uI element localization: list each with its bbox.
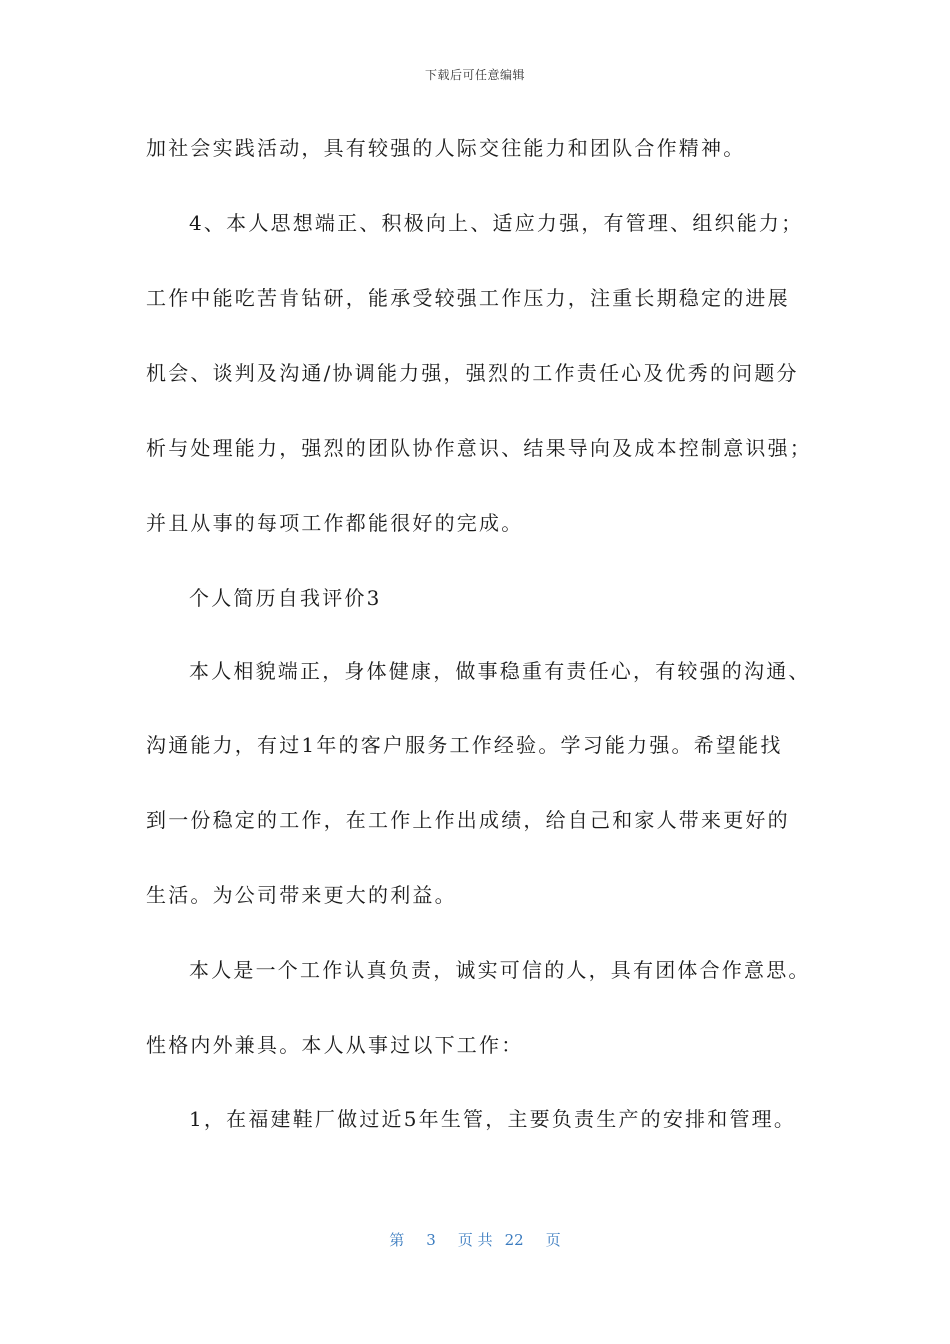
page-number-footer xyxy=(0,1229,950,1250)
text-line: 4、本人思想端正、积极向上、适应力强，有管理、组织能力； xyxy=(189,211,804,235)
section-heading: 个人简历自我评价3 xyxy=(189,586,382,610)
text-line: 析与处理能力，强烈的团队协作意识、结果导向及成本控制意识强； xyxy=(146,436,812,460)
text-line: 工作中能吃苦肯钻研，能承受较强工作压力，注重长期稳定的进展 xyxy=(146,286,790,310)
text-line: 加社会实践活动，具有较强的人际交往能力和团队合作精神。 xyxy=(146,136,746,160)
text-line: 1，在福建鞋厂做过近5年生管，主要负责生产的安排和管理。 xyxy=(189,1107,797,1131)
text-line: 性格内外兼具。本人从事过以下工作： xyxy=(146,1033,524,1057)
text-line: 到一份稳定的工作，在工作上作出成绩，给自己和家人带来更好的 xyxy=(146,808,790,832)
text-line: 本人相貌端正，身体健康，做事稳重有责任心，有较强的沟通、 xyxy=(189,659,811,683)
text-line: 机会、谈判及沟通/协调能力强，强烈的工作责任心及优秀的问题分 xyxy=(146,361,799,385)
text-line: 沟通能力，有过1年的客户服务工作经验。学习能力强。希望能找 xyxy=(146,733,783,757)
text-line: 并且从事的每项工作都能很好的完成。 xyxy=(146,511,524,535)
page-header-note: 下载后可任意编辑 xyxy=(424,68,525,82)
text-line: 生活。为公司带来更大的利益。 xyxy=(146,883,457,907)
current-page-number: 3 xyxy=(426,1231,436,1249)
footer-suffix: 页 xyxy=(545,1231,561,1249)
footer-prefix: 第 xyxy=(389,1231,405,1249)
total-pages-number: 22 xyxy=(504,1231,524,1249)
text-line: 本人是一个工作认真负责，诚实可信的人，具有团体合作意思。 xyxy=(189,958,811,982)
footer-middle: 页 共 xyxy=(457,1231,493,1249)
